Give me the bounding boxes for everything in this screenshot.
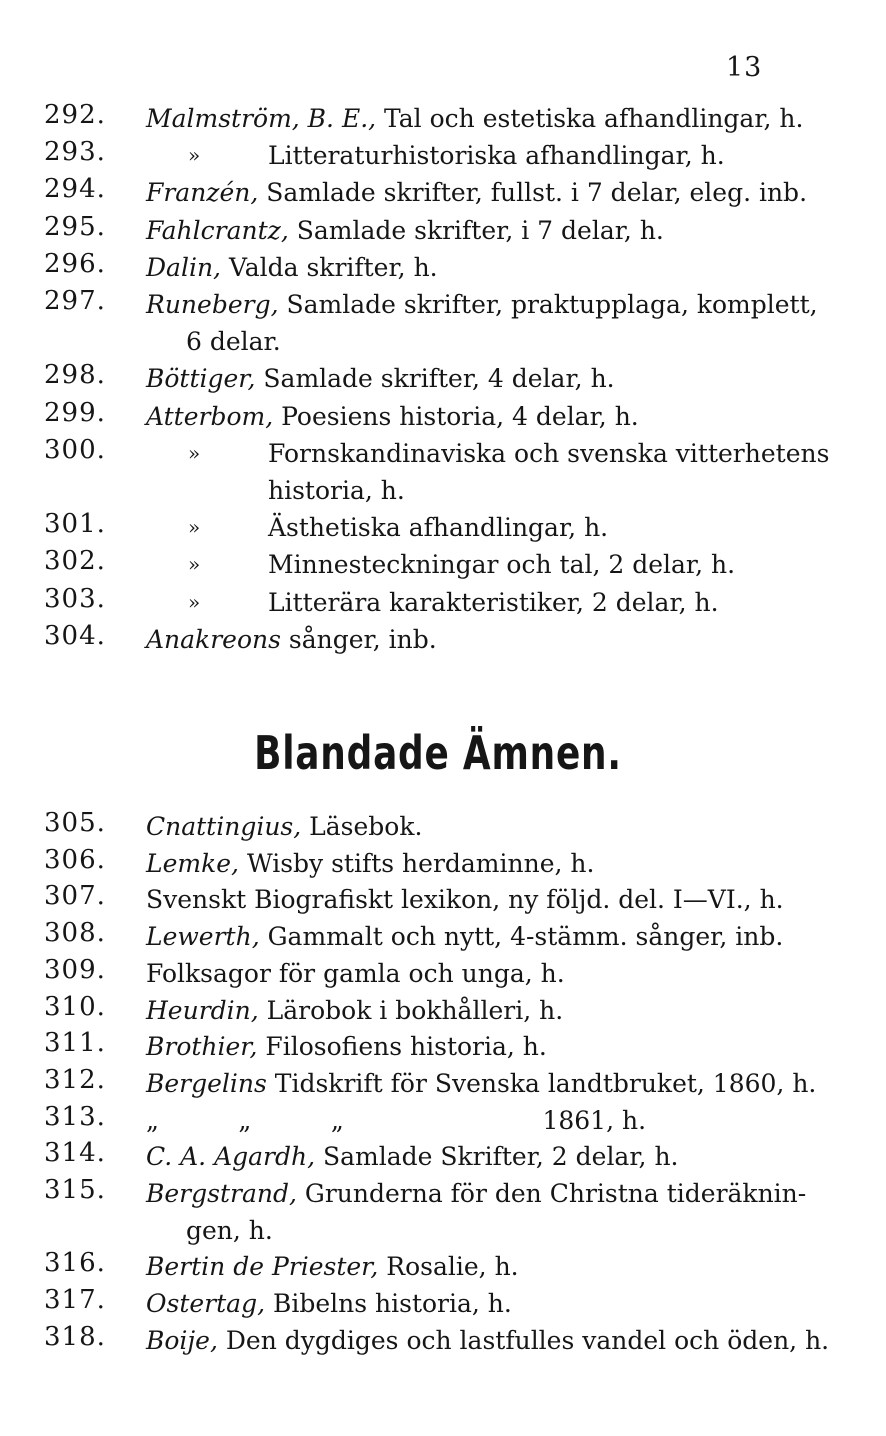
entry-number: 292. <box>44 100 106 130</box>
entry-author: Anakreons <box>146 625 281 654</box>
entry-author: Heurdin, <box>146 996 259 1025</box>
entry-number: 302. <box>44 546 106 576</box>
entry-author: Runeberg, <box>146 290 279 319</box>
entry-text <box>146 100 804 137</box>
entry-title: Litteraturhistoriska afhandlingar, h. <box>268 141 725 170</box>
entry-number: 307. <box>44 881 106 911</box>
entry-number: 294. <box>44 174 106 204</box>
entry-author: Franzén, <box>146 178 259 207</box>
entry-author: Bergstrand, <box>146 1179 297 1208</box>
entry-number: 293. <box>44 137 106 167</box>
entry-text <box>146 918 794 955</box>
entry-text <box>146 1028 794 1065</box>
entry-title: Svenskt Biografiskt lexikon, ny följd. del. I—VI., h. <box>146 885 784 914</box>
entry-number: 313. <box>44 1102 106 1132</box>
entry-title: Ästhetiska afhandlingar, h. <box>268 513 609 542</box>
entry-text <box>146 174 808 211</box>
entry-title: Samlade skrifter, 4 delar, h. <box>255 364 615 393</box>
entry-text <box>146 398 794 435</box>
entry-number: 303. <box>44 584 106 614</box>
entry-text <box>146 212 794 249</box>
entry-text <box>146 881 794 918</box>
entry-title: Rosalie, h. <box>378 1252 519 1281</box>
entry-text <box>146 992 794 1029</box>
entry-author: Brothier, <box>146 1032 258 1061</box>
entry-number: 299. <box>44 398 106 428</box>
entry-number: 296. <box>44 249 106 279</box>
entry-text <box>146 808 794 845</box>
entry-author: Böttiger, <box>146 364 256 393</box>
entry-number: 310. <box>44 992 106 1022</box>
entry-text <box>146 1138 794 1175</box>
entry-title: Folksagor för gamla och unga, h. <box>146 959 565 988</box>
entry-text <box>146 955 794 992</box>
entry-author: Boije, <box>146 1326 218 1355</box>
entry-text <box>188 509 886 546</box>
entry-text <box>146 1065 817 1102</box>
entry-title: Fornskandinaviska och svenska vitterhetens <box>268 439 830 468</box>
entry-title: Samlade skrifter, praktupplaga, komplett, <box>278 290 818 319</box>
entry-text <box>188 584 886 621</box>
entry-number: 309. <box>44 955 106 985</box>
entry-text <box>188 137 886 174</box>
entry-title: Minnesteckningar och tal, 2 delar, h. <box>268 550 736 579</box>
entry-number: 318. <box>44 1322 106 1352</box>
ditto-mark: » <box>188 441 201 465</box>
entry-title: Samlade skrifter, fullst. i 7 delar, eleg. inb. <box>258 178 808 207</box>
entry-text <box>146 1175 807 1249</box>
entry-text <box>146 360 794 397</box>
entry-author: Cnattingius, <box>146 812 302 841</box>
entry-title: Tidskrift för Svenska landtbruket, 1860, h. <box>266 1069 817 1098</box>
entry-author: C. A. Agardh, <box>146 1142 316 1171</box>
entry-title: Poesiens historia, 4 delar, h. <box>273 402 639 431</box>
entry-title: Bibelns historia, h. <box>265 1289 512 1318</box>
entry-number: 295. <box>44 212 106 242</box>
ditto-mark: » <box>188 515 201 539</box>
entry-title: Samlade skrifter, i 7 delar, h. <box>288 216 664 245</box>
entry-number: 306. <box>44 845 106 875</box>
entry-text <box>146 286 818 360</box>
entry-number: 311. <box>44 1028 106 1058</box>
entry-title: sånger, inb. <box>280 625 437 654</box>
entry-title: Samlade Skrifter, 2 delar, h. <box>315 1142 679 1171</box>
entry-title: Valda skrifter, h. <box>221 253 438 282</box>
entry-author: Lemke, <box>146 849 239 878</box>
entry-number: 298. <box>44 360 106 390</box>
entry-number: 314. <box>44 1138 106 1168</box>
entry-text <box>146 1102 794 1139</box>
entry-author: Malmström, B. E., <box>146 104 377 133</box>
ditto-mark: » <box>188 143 201 167</box>
entry-author: Bergelins <box>146 1069 267 1098</box>
entry-number: 312. <box>44 1065 106 1095</box>
entry-text <box>146 249 794 286</box>
entry-title: Litterära karakteristiker, 2 delar, h. <box>268 588 719 617</box>
entry-continuation: historia, h. <box>268 476 405 505</box>
entry-title: Tal och estetiska afhandlingar, h. <box>376 104 804 133</box>
entry-title: Wisby stifts herdaminne, h. <box>239 849 595 878</box>
entry-author: Dalin, <box>146 253 221 282</box>
entry-number: 297. <box>44 286 106 316</box>
ditto-mark: » <box>188 590 201 614</box>
entry-title: Grunderna för den Christna tideräknin- <box>296 1179 807 1208</box>
entry-author: Bertin de Priester, <box>146 1252 379 1281</box>
entry-author: Lewerth, <box>146 922 260 951</box>
section-heading: Blandade Ämnen. <box>254 726 622 780</box>
ditto-mark: » <box>188 552 201 576</box>
entry-author: Fahlcrantz, <box>146 216 289 245</box>
entry-number: 300. <box>44 435 106 465</box>
entry-text <box>146 1322 830 1359</box>
entry-number: 305. <box>44 808 106 838</box>
entry-number: 316. <box>44 1248 106 1278</box>
entry-text <box>146 845 794 882</box>
page-number: 13 <box>726 52 763 83</box>
entry-number: 304. <box>44 621 106 651</box>
entry-number: 301. <box>44 509 106 539</box>
entry-number: 317. <box>44 1285 106 1315</box>
entry-text <box>146 1248 794 1285</box>
entry-author: Ostertag, <box>146 1289 266 1318</box>
entry-title: „ „ „ 1861, h. <box>146 1106 647 1135</box>
entry-number: 308. <box>44 918 106 948</box>
entry-continuation: 6 delar. <box>186 327 281 356</box>
entry-continuation: gen, h. <box>186 1216 273 1245</box>
entry-title: Den dygdiges och lastfulles vandel och öden, h. <box>217 1326 830 1355</box>
entry-text <box>146 621 794 658</box>
entry-title: Filosofiens historia, h. <box>257 1032 547 1061</box>
entry-author: Atterbom, <box>146 402 274 431</box>
entry-text <box>188 546 886 583</box>
entry-title: Läsebok. <box>301 812 423 841</box>
entry-text <box>146 1285 794 1322</box>
entry-title: Gammalt och nytt, 4-stämm. sånger, inb. <box>259 922 784 951</box>
entry-text <box>188 435 886 509</box>
entry-title: Lärobok i bokhålleri, h. <box>258 996 564 1025</box>
entry-number: 315. <box>44 1175 106 1205</box>
